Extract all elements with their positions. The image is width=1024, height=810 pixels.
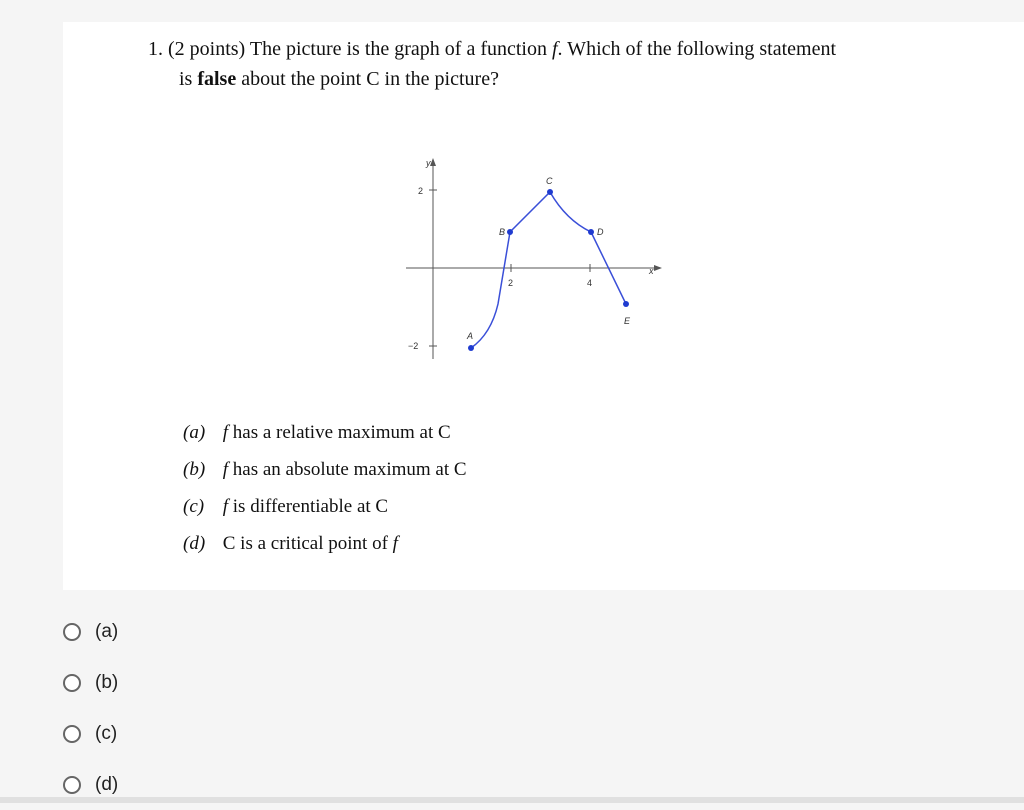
answer-options [63,606,118,810]
point-b [507,229,513,235]
answer-label: (d) [95,773,119,795]
x-tick-label-2: 2 [508,278,514,288]
function-name: f [551,38,558,60]
statement-text: is differentiable at C [232,496,389,517]
y-tick-label-2: 2 [418,186,424,196]
statement-list [183,414,467,562]
point-label-d: D [597,227,604,237]
point-a [468,345,474,351]
statement-var: f [222,496,229,517]
question-false-word: false [197,68,237,90]
statement-c [183,488,467,525]
answer-option-a[interactable] [63,606,118,657]
statement-text: has an absolute maximum at C [232,459,467,480]
x-axis-label: x [649,266,654,276]
answer-option-c[interactable] [63,708,118,759]
y-axis-label: y [426,158,431,168]
radio-button[interactable] [63,776,81,794]
statement-text: has a relative maximum at C [232,422,451,443]
question-line-2 [148,64,988,94]
x-axis-arrow [654,265,662,271]
radio-button[interactable] [63,725,81,743]
statement-label: (a) [183,422,206,443]
question-text-part2: . Which of the following statement [557,38,837,60]
question-number: 1. [148,38,163,60]
statement-var: f [222,459,229,480]
radio-button[interactable] [63,623,81,641]
point-label-b: B [499,227,506,237]
question-line2-pre: is [179,68,193,90]
answer-label: (c) [95,722,118,744]
function-graph [396,134,676,369]
y-axis-arrow [430,158,436,166]
bottom-divider [0,797,1024,803]
question-line2-post: about the point C in the picture? [241,68,499,90]
statement-label: (d) [183,533,206,554]
statement-label: (b) [183,459,206,480]
point-label-e: E [624,316,631,326]
x-tick-label-4: 4 [587,278,593,288]
question-prompt [148,34,988,94]
radio-button[interactable] [63,674,81,692]
statement-d [183,525,467,562]
function-curve [471,192,626,348]
answer-label: (b) [95,671,119,693]
statement-var: f [392,533,398,554]
point-d [588,229,594,235]
question-points: (2 points) [168,38,246,60]
question-text-part1: The picture is the graph of a function [249,38,547,60]
point-e [623,301,629,307]
point-label-a: A [467,331,474,341]
point-c [547,189,553,195]
statement-b [183,451,467,488]
statement-label: (c) [183,496,205,517]
question-card [63,22,1024,590]
statement-a [183,414,467,451]
answer-option-b[interactable] [63,657,118,708]
answer-label: (a) [95,620,119,642]
point-label-c: C [546,176,553,186]
y-tick-label-neg2: −2 [408,341,419,351]
statement-text: C is a critical point of [222,533,388,554]
statement-var: f [222,422,229,443]
